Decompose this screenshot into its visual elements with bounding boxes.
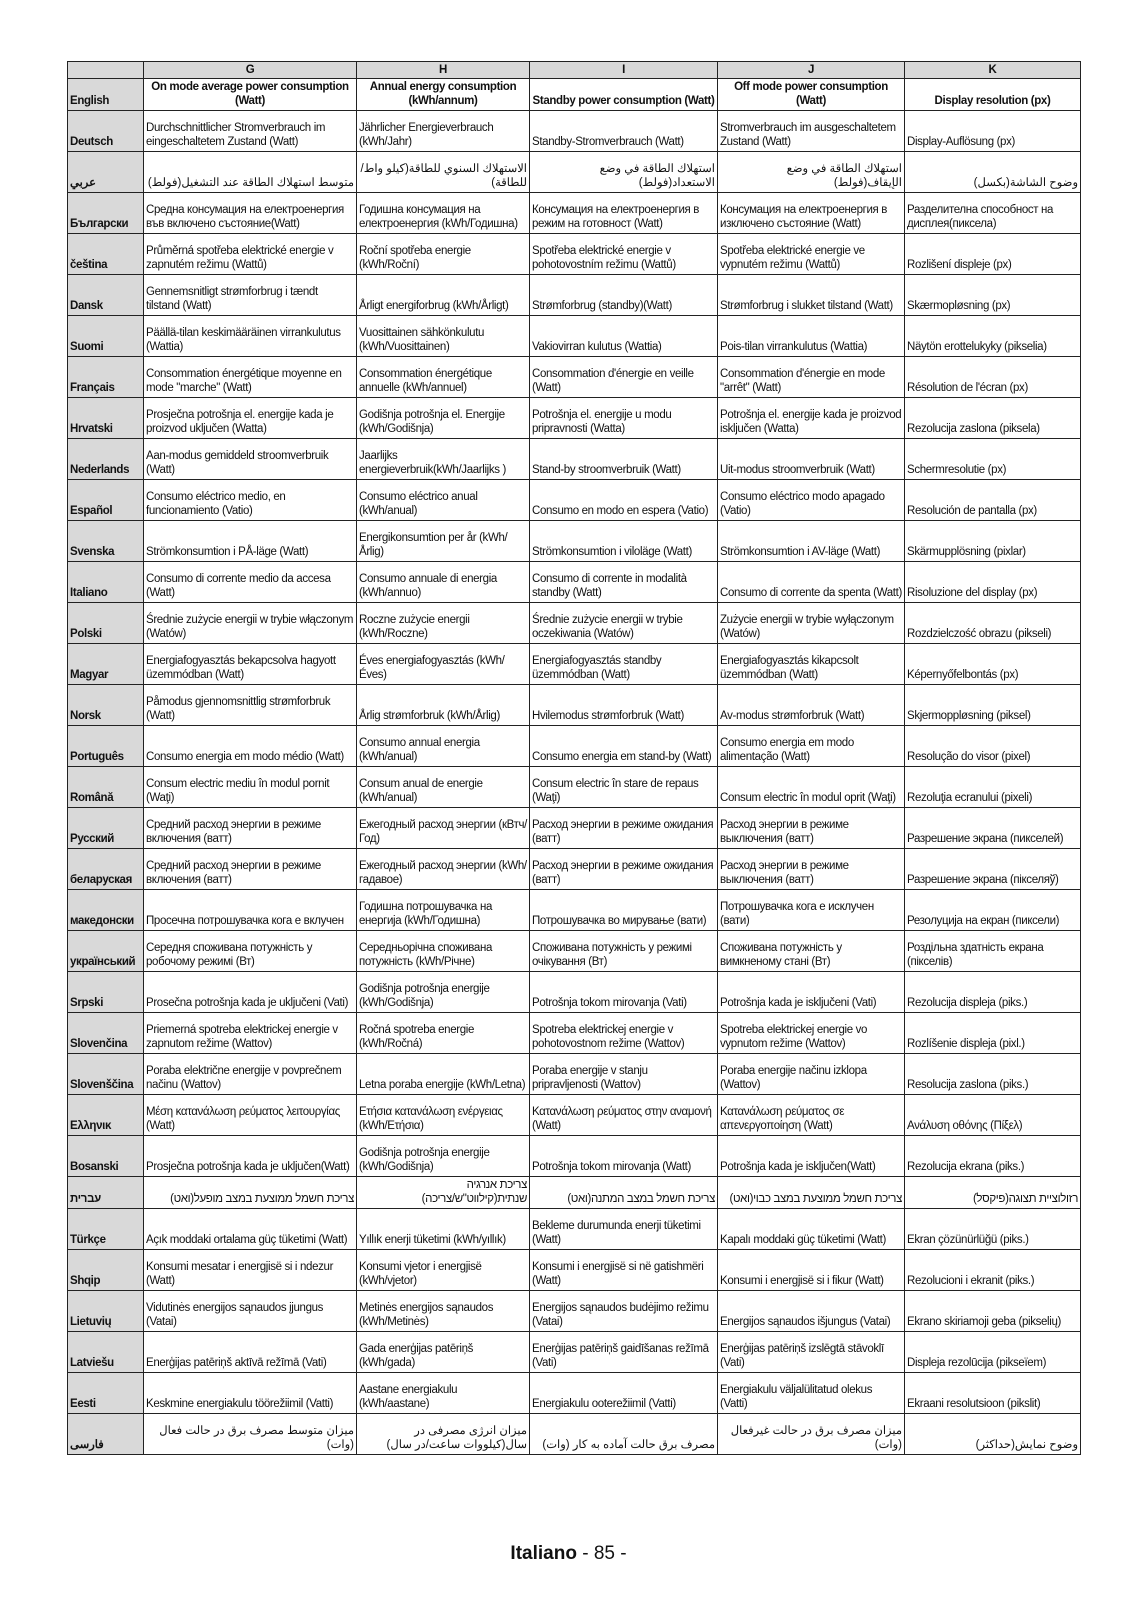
footer-language-label: Italiano (510, 1543, 577, 1564)
table-cell: مصرف برق حالت آماده به کار (وات) (530, 1413, 718, 1454)
table-row (68, 766, 1081, 807)
language-label: Български (68, 192, 144, 233)
table-cell: الاستهلاك السنوي للطاقة(كيلو واط/للطاقة) (357, 151, 530, 192)
language-label: Русский (68, 807, 144, 848)
table-cell: Потрошувачка во мирување (вати) (530, 889, 718, 930)
language-label: فارسی (68, 1413, 144, 1454)
table-cell: Enerģijas patēriņš gaidīšanas režīmā (Vati) (530, 1331, 718, 1372)
table-cell: Konsumi vjetor i energjisë (kWh/vjetor) (357, 1249, 530, 1290)
table-cell: Roční spotřeba energie (kWh/Roční) (357, 233, 530, 274)
table-cell: Consumo energia em modo médio (Watt) (144, 725, 357, 766)
language-label: Polski (68, 602, 144, 643)
table-cell: צריכת חשמל ממוצעת במצב מופעל(ואט) (144, 1176, 357, 1208)
table-cell: Расход энергии в режиме ожидания (ватт) (530, 848, 718, 889)
table-row (68, 602, 1081, 643)
table-cell: میزان مصرف برق در حالت غیرفعال (وات) (718, 1413, 905, 1454)
table-cell: Spotřeba elektrické energie v pohotovostním režimu (Wattů) (530, 233, 718, 274)
language-label: беларуская (68, 848, 144, 889)
table-cell: Ежегодный расход энергии (кВтч/Год) (357, 807, 530, 848)
column-letter: I (530, 62, 718, 79)
table-cell: Metinės energijos sąnaudos (kWh/Metinės) (357, 1290, 530, 1331)
table-cell: Consommation d'énergie en mode "arrêt" (Watt) (718, 356, 905, 397)
table-cell: Energijos sąnaudos budėjimo režimu (Vatai) (530, 1290, 718, 1331)
table-cell: Consommation énergétique annuelle (kWh/annuel) (357, 356, 530, 397)
table-cell: Консумация на електроенергия в изключено състояние (Watt) (718, 192, 905, 233)
table-cell: Påmodus gjennomsnittlig strømforbruk (Watt) (144, 684, 357, 725)
table-cell: Ekraani resolutsioon (pikslit) (905, 1372, 1081, 1413)
table-cell: Av-modus strømforbruk (Watt) (718, 684, 905, 725)
table-cell: Ekrano skiriamoji geba (pikselių) (905, 1290, 1081, 1331)
table-cell: צריכת חשמל ממוצעת במצב כבוי(ואט) (718, 1176, 905, 1208)
table-cell: Разрешение экрана (пікселяў) (905, 848, 1081, 889)
table-row (68, 397, 1081, 438)
language-label: Português (68, 725, 144, 766)
table-row (68, 1135, 1081, 1176)
table-cell: Rozlišení displeje (px) (905, 233, 1081, 274)
language-label: English (68, 79, 144, 111)
language-label: Suomi (68, 315, 144, 356)
table-cell: Consumo en modo en espera (Vatio) (530, 479, 718, 520)
table-cell: Rezolucija displeja (piks.) (905, 971, 1081, 1012)
table-cell: Средний расход энергии в режиме включения (ватт) (144, 807, 357, 848)
table-cell: Potrošnja kada je isključen(Watt) (718, 1135, 905, 1176)
table-row (68, 1290, 1081, 1331)
table-cell: Consum electric în modul oprit (Waţi) (718, 766, 905, 807)
table-row (68, 1176, 1081, 1208)
table-row (68, 848, 1081, 889)
table-row (68, 110, 1081, 151)
table-cell: استهلاك الطاقة في وضع الإيقاف(فولط) (718, 151, 905, 192)
table-cell: Godišnja potrošnja el. Energije (kWh/Godišnja) (357, 397, 530, 438)
table-cell: Resolução do visor (pixel) (905, 725, 1081, 766)
table-cell: Consumo di corrente medio da accesa (Watt) (144, 561, 357, 602)
table-cell: Açık moddaki ortalama güç tüketimi (Watt) (144, 1208, 357, 1249)
table-cell: Ekran çözünürlüğü (piks.) (905, 1208, 1081, 1249)
table-cell: Resolucija zaslona (piks.) (905, 1053, 1081, 1094)
table-cell: Средний расход энергии в режиме включения (ватт) (144, 848, 357, 889)
table-cell: Potrošnja el. energije kada je proizvod isključen (Watta) (718, 397, 905, 438)
table-cell: Hvilemodus strømforbruk (Watt) (530, 684, 718, 725)
table-cell: Display resolution (px) (905, 79, 1081, 111)
column-letters-row (68, 62, 1081, 79)
language-label: македонски (68, 889, 144, 930)
table-cell: Energiafogyasztás bekapcsolva hagyott üzemmódban (Watt) (144, 643, 357, 684)
table-cell: Consum anual de energie (kWh/anual) (357, 766, 530, 807)
table-cell: Konsumi i energjisë si në gatishmëri (Watt) (530, 1249, 718, 1290)
table-cell: Skærmopløsning (px) (905, 274, 1081, 315)
table-cell: Risoluzione del display (px) (905, 561, 1081, 602)
table-cell: Enerģijas patēriņš izslēgtā stāvoklī (Vati) (718, 1331, 905, 1372)
table-cell: Poraba energije v stanju pripravljenosti (Wattov) (530, 1053, 718, 1094)
language-label: Svenska (68, 520, 144, 561)
table-cell: Κατανάλωση ρεύματος στην αναμονή (Watt) (530, 1094, 718, 1135)
table-cell: Årligt energiforbrug (kWh/Årligt) (357, 274, 530, 315)
table-cell: Średnie zużycie energii w trybie włączonym (Watów) (144, 602, 357, 643)
language-label: עברית (68, 1176, 144, 1208)
language-label: Lietuvių (68, 1290, 144, 1331)
table-cell: Yıllık enerji tüketimi (kWh/yıllık) (357, 1208, 530, 1249)
column-letter: J (718, 62, 905, 79)
table-row (68, 192, 1081, 233)
table-cell: Consumo eléctrico anual (kWh/anual) (357, 479, 530, 520)
table-cell: Spotreba elektrickej energie vo vypnutom režime (Wattov) (718, 1012, 905, 1053)
table-row (68, 561, 1081, 602)
table-cell: Résolution de l'écran (px) (905, 356, 1081, 397)
table-cell: Spotreba elektrickej energie v pohotovostnom režime (Wattov) (530, 1012, 718, 1053)
table-cell: Priemerná spotreba elektrickej energie v zapnutom režime (Wattov) (144, 1012, 357, 1053)
table-cell: Разделителна способност на дисплея(пиксела) (905, 192, 1081, 233)
table-cell: Расход энергии в режиме выключения (ватт) (718, 848, 905, 889)
table-cell: Potrošnja tokom mirovanja (Watt) (530, 1135, 718, 1176)
table-cell: Képernyőfelbontás (px) (905, 643, 1081, 684)
table-cell: Gennemsnitligt strømforbrug i tændt tilstand (Watt) (144, 274, 357, 315)
table-cell: میزان متوسط مصرف برق در حالت فعال (وات) (144, 1413, 357, 1454)
language-label: Italiano (68, 561, 144, 602)
table-cell: Средна консумация на електроенергия във включено състояние(Watt) (144, 192, 357, 233)
table-cell: Poraba električne energije v povprečnem načinu (Wattov) (144, 1053, 357, 1094)
table-cell: Просечна потрошувачка кога е вклучен (144, 889, 357, 930)
table-cell: Näytön erottelukyky (pikselia) (905, 315, 1081, 356)
column-letter: K (905, 62, 1081, 79)
table-cell: Enerģijas patēriņš aktīvā režīmā (Vati) (144, 1331, 357, 1372)
table-cell: Rezoluţia ecranului (pixeli) (905, 766, 1081, 807)
table-cell: Stromverbrauch im ausgeschaltetem Zustand (Watt) (718, 110, 905, 151)
table-cell: Potrošnja kada je isključeni (Vati) (718, 971, 905, 1012)
table-cell: Ежегодный расход энергии (kWh/гадавое) (357, 848, 530, 889)
table-cell: Resolución de pantalla (px) (905, 479, 1081, 520)
language-label: Magyar (68, 643, 144, 684)
table-cell: استهلاك الطاقة في وضع الاستعداد(فولط) (530, 151, 718, 192)
power-consumption-table (67, 61, 1081, 1455)
table-cell: Skärmupplösning (pixlar) (905, 520, 1081, 561)
table-cell: Off mode power consumption (Watt) (718, 79, 905, 111)
table-cell: Konsumi i energjisë si i fikur (Watt) (718, 1249, 905, 1290)
table-cell: צריכת חשמל במצב המתנה(ואט) (530, 1176, 718, 1208)
table-cell: Årlig strømforbruk (kWh/Årlig) (357, 684, 530, 725)
table-cell: Расход энергии в режиме ожидания (ватт) (530, 807, 718, 848)
table-row (68, 1053, 1081, 1094)
table-cell: Роздільна здатність екрана (пікселів) (905, 930, 1081, 971)
table-cell: Ανάλυση οθόνης (Πίξελ) (905, 1094, 1081, 1135)
table-cell: Ετήσια κατανάλωση ενέργειας (kWh/Ετήσια) (357, 1094, 530, 1135)
table-cell: Energikonsumtion per år (kWh/Årlig) (357, 520, 530, 561)
column-letter: G (144, 62, 357, 79)
table-row (68, 479, 1081, 520)
table-row (68, 1372, 1081, 1413)
table-row (68, 971, 1081, 1012)
table-row (68, 274, 1081, 315)
table-cell: وضوح نمایش(حداکثر) (905, 1413, 1081, 1454)
language-label: Nederlands (68, 438, 144, 479)
column-letter: H (357, 62, 530, 79)
table-row (68, 643, 1081, 684)
table-cell: Rozlíšenie displeja (pixl.) (905, 1012, 1081, 1053)
table-cell: Éves energiafogyasztás (kWh/Éves) (357, 643, 530, 684)
table-row (68, 725, 1081, 766)
language-label: Bosanski (68, 1135, 144, 1176)
table-row (68, 79, 1081, 111)
table-cell: Bekleme durumunda enerji tüketimi (Watt) (530, 1208, 718, 1249)
table-cell: Rezolucioni i ekranit (piks.) (905, 1249, 1081, 1290)
table-row (68, 233, 1081, 274)
language-label: Srpski (68, 971, 144, 1012)
table-row (68, 520, 1081, 561)
table-cell: Prosječna potrošnja el. energije kada je proizvod uključen (Watta) (144, 397, 357, 438)
table-cell: Strømforbrug (standby)(Watt) (530, 274, 718, 315)
corner-cell (68, 62, 144, 79)
table-cell: Durchschnittlicher Stromverbrauch im eingeschaltetem Zustand (Watt) (144, 110, 357, 151)
table-cell: Potrošnja el. energije u modu pripravnosti (Watta) (530, 397, 718, 438)
table-cell: Kapalı moddaki güç tüketimi (Watt) (718, 1208, 905, 1249)
page-footer (0, 1543, 1137, 1565)
table-cell: Потрошувачка кога е исклучен (вати) (718, 889, 905, 930)
table-row (68, 1249, 1081, 1290)
table-row (68, 1413, 1081, 1454)
table-cell: Energiakulu ooterežiimil (Vatti) (530, 1372, 718, 1413)
table-cell: Pois-tilan virrankulutus (Wattia) (718, 315, 905, 356)
table-cell: Consum electric în stare de repaus (Waţi) (530, 766, 718, 807)
table-cell: Середня споживана потужність у робочому режимі (Вт) (144, 930, 357, 971)
table-cell: Gada enerģijas patēriņš (kWh/gada) (357, 1331, 530, 1372)
table-cell: Consumo annual energia (kWh/anual) (357, 725, 530, 766)
table-cell: Ročná spotreba energie (kWh/Ročná) (357, 1012, 530, 1053)
table-cell: Consumo energia em stand-by (Watt) (530, 725, 718, 766)
table-cell: Średnie zużycie energii w trybie oczekiwania (Watów) (530, 602, 718, 643)
table-cell: Schermresolutie (px) (905, 438, 1081, 479)
language-label: Slovenčina (68, 1012, 144, 1053)
table-cell: Годишна потрошувачка на енергија (kWh/Годишна) (357, 889, 530, 930)
table-cell: Резолуција на екран (пиксели) (905, 889, 1081, 930)
table-cell: Standby power consumption (Watt) (530, 79, 718, 111)
table-cell: Consumo energia em modo alimentação (Watt) (718, 725, 905, 766)
table-cell: Rozdzielczość obrazu (pikseli) (905, 602, 1081, 643)
table-cell: Spotřeba elektrické energie ve vypnutém režimu (Wattů) (718, 233, 905, 274)
table-cell: Consommation d'énergie en veille (Watt) (530, 356, 718, 397)
language-label: Deutsch (68, 110, 144, 151)
table-cell: Aastane energiakulu (kWh/aastane) (357, 1372, 530, 1413)
table-cell: Prosečna potrošnja kada je uključeni (Vati) (144, 971, 357, 1012)
table-row (68, 1208, 1081, 1249)
table-cell: Strömkonsumtion i AV-läge (Watt) (718, 520, 905, 561)
table-cell: Rezolucija ekrana (piks.) (905, 1135, 1081, 1176)
table-cell: Jaarlijks energieverbruik(kWh/Jaarlijks ) (357, 438, 530, 479)
table-cell: Consumo eléctrico modo apagado (Vatio) (718, 479, 905, 520)
table-cell: Stand-by stroomverbruik (Watt) (530, 438, 718, 479)
table-cell: Energiafogyasztás kikapcsolt üzemmódban (Watt) (718, 643, 905, 684)
table-cell: Godišnja potrošnja energije (kWh/Godišnja) (357, 1135, 530, 1176)
table-cell: Consumo di corrente in modalità standby (Watt) (530, 561, 718, 602)
table-row (68, 1331, 1081, 1372)
language-label: Ελληνικ (68, 1094, 144, 1135)
table-cell: Zużycie energii w trybie wyłączonym (Watów) (718, 602, 905, 643)
table-cell: Energiafogyasztás standby üzemmódban (Watt) (530, 643, 718, 684)
table-cell: Середньорічна споживана потужність (kWh/Річне) (357, 930, 530, 971)
footer-page-number: - 85 - (582, 1543, 627, 1564)
table-cell: Jährlicher Energieverbrauch (kWh/Jahr) (357, 110, 530, 151)
table-cell: Consumo annuale di energia (kWh/annuo) (357, 561, 530, 602)
table-cell: Споживана потужність у режимі очікування (Вт) (530, 930, 718, 971)
language-label: عربي (68, 151, 144, 192)
table-cell: Standby-Stromverbrauch (Watt) (530, 110, 718, 151)
table-cell: Консумация на електроенергия в режим на готовност (Watt) (530, 192, 718, 233)
table-cell: Energiakulu väljalülitatud olekus (Vatti) (718, 1372, 905, 1413)
table-row (68, 1094, 1081, 1135)
table-cell: Consommation énergétique moyenne en mode "marche" (Watt) (144, 356, 357, 397)
table-cell: Display-Auflösung (px) (905, 110, 1081, 151)
table-row (68, 438, 1081, 479)
table-cell: Μέση κατανάλωση ρεύματος λειτουργίας (Watt) (144, 1094, 357, 1135)
table-cell: Aan-modus gemiddeld stroomverbruik (Watt) (144, 438, 357, 479)
table-cell: On mode average power consumption (Watt) (144, 79, 357, 111)
table-row (68, 807, 1081, 848)
table-cell: Průměrná spotřeba elektrické energie v zapnutém režimu (Wattů) (144, 233, 357, 274)
language-label: Shqip (68, 1249, 144, 1290)
language-label: Dansk (68, 274, 144, 315)
table-cell: Poraba energije načinu izklopa (Wattov) (718, 1053, 905, 1094)
language-label: Hrvatski (68, 397, 144, 438)
table-cell: Consumo di corrente da spenta (Watt) (718, 561, 905, 602)
language-label: Slovenščina (68, 1053, 144, 1094)
table-cell: Разрешение экрана (пикселей) (905, 807, 1081, 848)
table-cell: Vakiovirran kulutus (Wattia) (530, 315, 718, 356)
table-cell: Vidutinės energijos sąnaudos įjungus (Vatai) (144, 1290, 357, 1331)
language-label: čeština (68, 233, 144, 274)
table-row (68, 889, 1081, 930)
table-cell: Energijos sąnaudos išjungus (Vatai) (718, 1290, 905, 1331)
table-cell: متوسط استهلاك الطاقة عند التشغيل(فولط) (144, 151, 357, 192)
table-cell: Uit-modus stroomverbruik (Watt) (718, 438, 905, 479)
table-cell: Strömkonsumtion i viloläge (Watt) (530, 520, 718, 561)
table-cell: Годишна консумация на електроенергия (kWh/Годишна) (357, 192, 530, 233)
table-cell: Prosječna potrošnja kada je uključen(Watt) (144, 1135, 357, 1176)
table-cell: Keskmine energiakulu töörežiimil (Vatti) (144, 1372, 357, 1413)
table-cell: Letna poraba energije (kWh/Letna) (357, 1053, 530, 1094)
table-cell: Rezolucija zaslona (piksela) (905, 397, 1081, 438)
language-label: Türkçe (68, 1208, 144, 1249)
table-row (68, 684, 1081, 725)
table-cell: Annual energy consumption (kWh/annum) (357, 79, 530, 111)
language-label: Español (68, 479, 144, 520)
language-label: Latviešu (68, 1331, 144, 1372)
table-cell: Расход энергии в режиме выключения (ватт) (718, 807, 905, 848)
language-label: український (68, 930, 144, 971)
table-cell: Strömkonsumtion i PÅ-läge (Watt) (144, 520, 357, 561)
table-cell: Skjermoppløsning (piksel) (905, 684, 1081, 725)
table-row (68, 315, 1081, 356)
table-row (68, 151, 1081, 192)
table-cell: צריכת אנרגיה שנתית(קילווט"ש/צריכה) (357, 1176, 530, 1208)
table-cell: Consum electric mediu în modul pornit (Waţi) (144, 766, 357, 807)
table-cell: Κατανάλωση ρεύματος σε απενεργοποίηση (Watt) (718, 1094, 905, 1135)
table-cell: Strømforbrug i slukket tilstand (Watt) (718, 274, 905, 315)
table-cell: Consumo eléctrico medio, en funcionamiento (Vatio) (144, 479, 357, 520)
table-cell: Päällä-tilan keskimääräinen virrankulutus (Wattia) (144, 315, 357, 356)
language-label: Français (68, 356, 144, 397)
table-cell: میزان انرژی مصرفی در سال(کیلووات ساعت/در سال) (357, 1413, 530, 1454)
table-cell: Roczne zużycie energii (kWh/Roczne) (357, 602, 530, 643)
table-cell: وضوح الشاشة(بكسل) (905, 151, 1081, 192)
language-label: Eesti (68, 1372, 144, 1413)
table-cell: Konsumi mesatar i energjisë si i ndezur (Watt) (144, 1249, 357, 1290)
language-label: Română (68, 766, 144, 807)
table-cell: Potrošnja tokom mirovanja (Vati) (530, 971, 718, 1012)
table-cell: Godišnja potrošnja energije (kWh/Godišnja) (357, 971, 530, 1012)
table-cell: רזולוציית תצוגה(פיקסל) (905, 1176, 1081, 1208)
table-row (68, 930, 1081, 971)
language-label: Norsk (68, 684, 144, 725)
table-cell: Vuosittainen sähkönkulutu (kWh/Vuosittainen) (357, 315, 530, 356)
table-row (68, 356, 1081, 397)
table-cell: Споживана потужність у вимкненому стані (Вт) (718, 930, 905, 971)
table-row (68, 1012, 1081, 1053)
table-cell: Displeja rezolūcija (pikseïem) (905, 1331, 1081, 1372)
